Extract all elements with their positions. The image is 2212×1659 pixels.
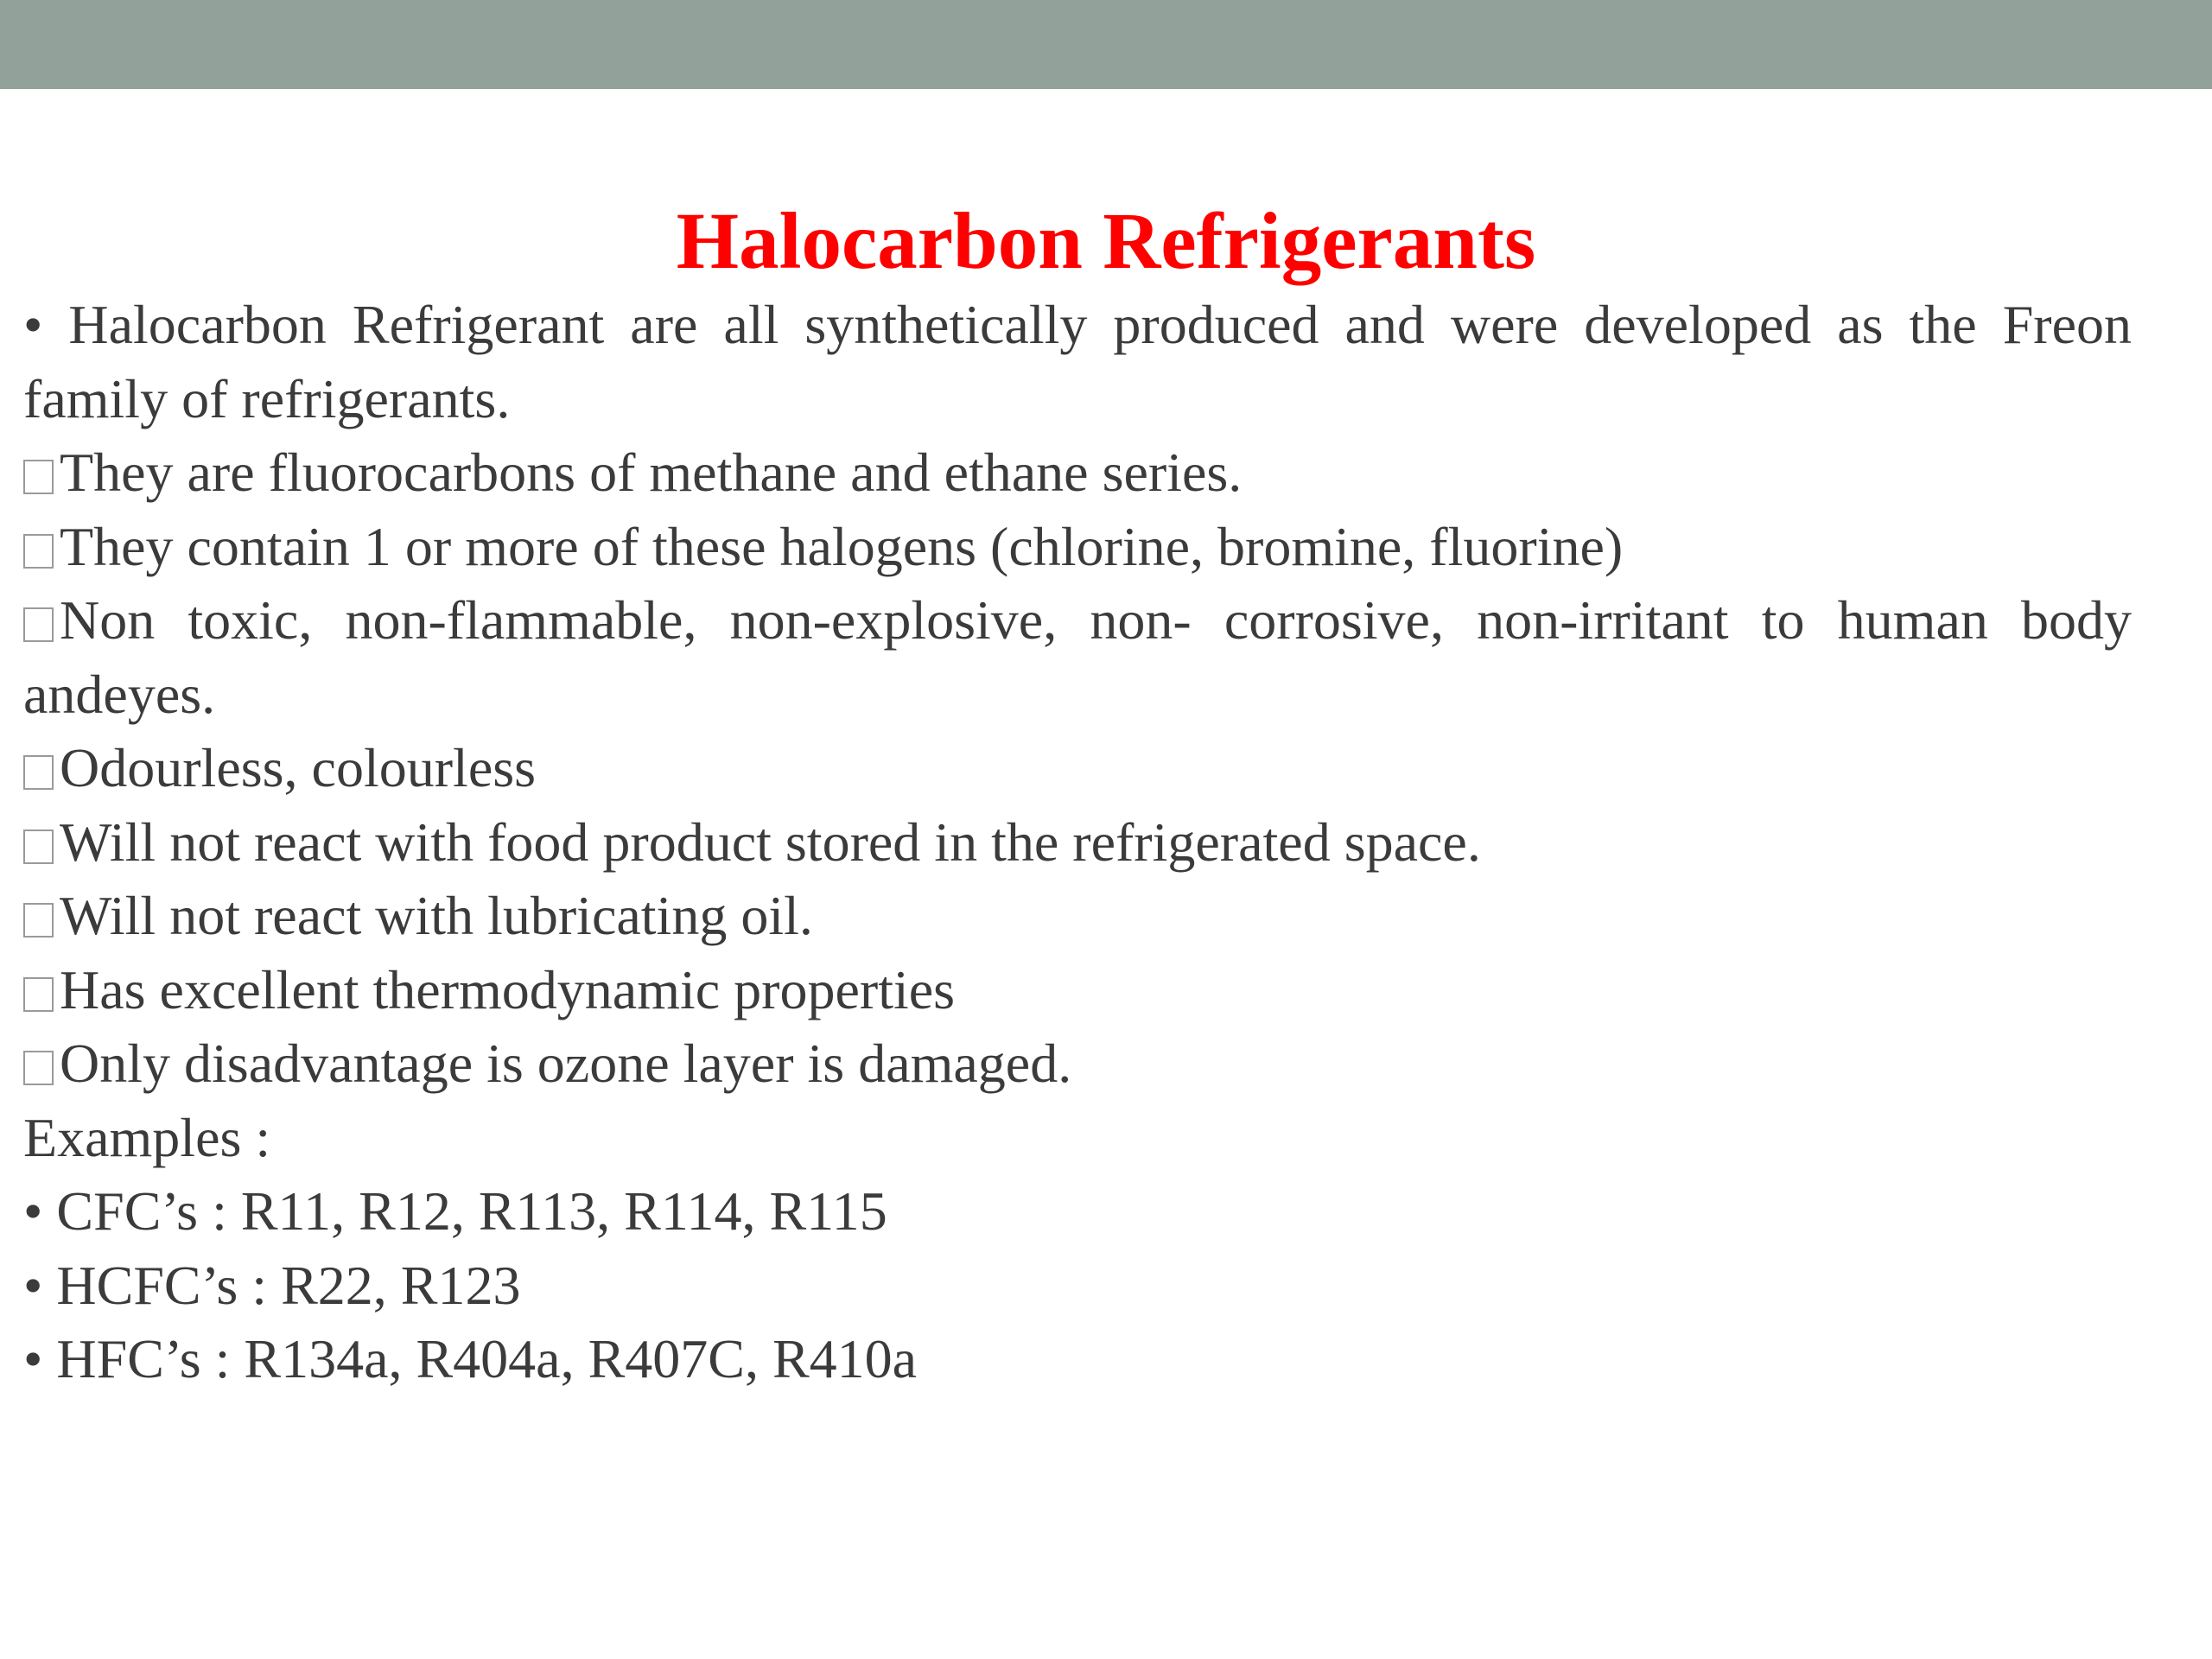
- list-item-text: Only disadvantage is ozone layer is damaged.: [60, 1033, 1072, 1094]
- missing-glyph-box-icon: [23, 607, 54, 642]
- intro-paragraph: • Halocarbon Refrigerant are all synthetically produced and were developed as the Freon family of refrigerants.: [23, 294, 2132, 429]
- example-item: • CFC’s : R11, R12, R113, R114, R115: [23, 1180, 887, 1242]
- header-bar: [0, 0, 2212, 89]
- missing-glyph-box-icon: [23, 1051, 54, 1085]
- list-item-text: Will not react with food product stored in the refrigerated space.: [60, 810, 1481, 873]
- list-item-text: They contain 1 or more of these halogens (chlorine, bromine, fluorine): [60, 515, 1624, 577]
- missing-glyph-box-icon: [23, 755, 54, 790]
- missing-glyph-box-icon: [23, 977, 54, 1012]
- list-item: [23, 510, 2132, 584]
- missing-glyph-box-icon: [23, 903, 54, 938]
- list-item: [23, 731, 2132, 805]
- slide-body: [23, 288, 2132, 1396]
- examples-heading: Examples :: [23, 1106, 271, 1168]
- list-item-text: Has excellent thermodynamic properties: [60, 958, 956, 1020]
- example-item: • HCFC’s : R22, R123: [23, 1254, 521, 1316]
- list-item-text: Non toxic, non-flammable, non-explosive, non- corrosive, non-irritant to human body andeyes.: [23, 589, 2132, 725]
- list-item: [23, 1027, 2132, 1101]
- missing-glyph-box-icon: [23, 830, 54, 864]
- list-item-text: Odourless, colourless: [60, 737, 537, 798]
- missing-glyph-box-icon: [23, 460, 54, 494]
- slide-title: Halocarbon Refrigerants: [676, 197, 1536, 286]
- list-item: [23, 583, 2132, 731]
- list-item-text: Will not react with lubricating oil.: [60, 885, 813, 946]
- missing-glyph-box-icon: [23, 534, 54, 569]
- list-item: [23, 953, 2132, 1027]
- list-item: [23, 879, 2132, 953]
- example-item: • HFC’s : R134a, R404a, R407C, R410a: [23, 1328, 918, 1389]
- list-item: [23, 435, 2132, 510]
- list-item-text: They are fluorocarbons of methane and ethane series.: [60, 442, 1243, 503]
- list-item: [23, 805, 2132, 880]
